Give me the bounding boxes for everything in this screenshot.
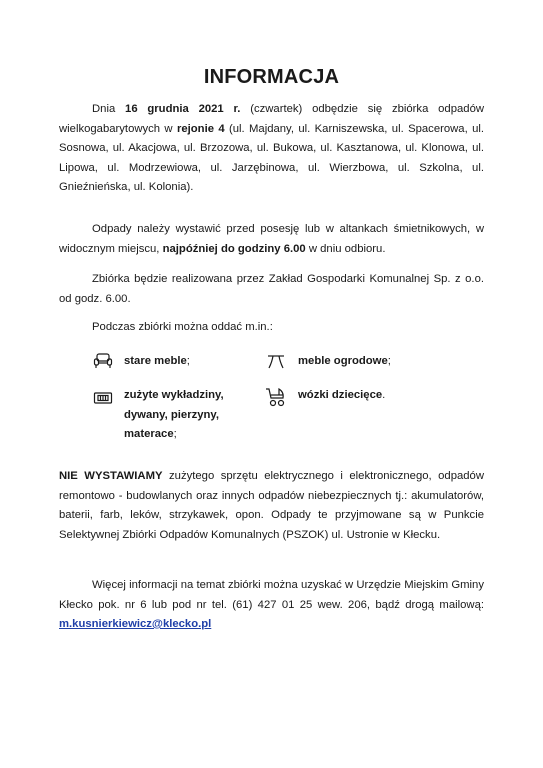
item-strollers-label: wózki dziecięce <box>298 389 383 401</box>
contact-paragraph <box>59 576 484 635</box>
item-strollers <box>298 386 385 406</box>
operator-paragraph: Zbiórka będzie realizowana przez Zakład Gospodarki Komunalnej Sp. z o.o. od godz. 6.00. <box>59 273 484 305</box>
item-carpets-suffix: ; <box>173 428 177 440</box>
collection-region: rejonie 4 <box>176 122 225 135</box>
item-garden-label: meble ogrodowe <box>298 355 388 367</box>
excluded-waste-paragraph <box>59 467 484 545</box>
stroller-icon <box>264 386 288 413</box>
sofa-icon <box>93 352 113 375</box>
garden-table-icon <box>266 352 286 375</box>
item-carpets-label: zużyte wykładziny, dywany, pierzyny, materace <box>124 389 224 440</box>
item-garden-suffix: ; <box>387 355 391 367</box>
item-furniture-label: stare meble <box>124 355 187 367</box>
rug-icon <box>93 390 113 411</box>
p2-text-1: Odpady należy wystawić przed posesję lub w altankach śmietnikowych, w widocznym miejscu, <box>59 223 484 255</box>
item-carpets <box>124 386 244 445</box>
item-garden-furniture <box>298 352 391 372</box>
contact-text: Więcej informacji na temat zbiórki można uzyskać w Urzędzie Miejskim Gminy Kłecko pok. nr 6 lub pod nr tel. (61) 427 01 25 wew. 206, bądź drogą mailową: <box>59 579 484 611</box>
p1-text-1: Dnia <box>92 103 126 115</box>
collection-date: 16 grudnia 2021 r. <box>125 103 241 115</box>
deadline: najpóźniej do godziny 6.00 <box>162 242 306 255</box>
item-furniture-suffix: ; <box>186 355 190 367</box>
collection-date-paragraph <box>59 100 484 198</box>
items-intro: Podczas zbiórki można oddać m.in.: <box>92 321 273 333</box>
page-title: INFORMACJA <box>203 66 340 88</box>
p1-streets: (ul. Majdany, ul. Karniszewska, ul. Spacerowa, ul. Sosnowa, ul. Akacjowa, ul. Brzozowa, ul. Bukowa, ul. Kasztanowa, ul. Klonowa, ul. Lipowa, ul. Modrzewiowa, ul. Jarzębinowa, ul. Wierzbowa, ul. Szkolna, ul. Gnieźnieńska, ul. Kolonia). <box>59 122 484 193</box>
placement-paragraph <box>59 220 484 259</box>
email-link[interactable]: m.kusnierkiewicz@klecko.pl <box>59 618 212 630</box>
item-strollers-suffix: . <box>382 389 386 401</box>
item-furniture <box>124 352 190 372</box>
excluded-heading: NIE WYSTAWIAMY <box>59 470 163 482</box>
p2-text-2: w dniu odbioru. <box>305 242 386 255</box>
excluded-text: zużytego sprzętu elektrycznego i elektronicznego, odpadów remontowo - budowlanych oraz innych odpadów niebezpiecznych tj.: akumulatorów, baterii, farb, leków, strzykawek, opon. Odpady te przyjmowane są w Punkcie Selektywnej Zbiórki Odpadów Komunalnych (PSZOK) ul. Ustronie w Kłecku. <box>59 470 484 541</box>
p1-text-2: (czwartek) odbędzie się zbiórka odpadów wielkogabarytowych w <box>59 103 485 135</box>
